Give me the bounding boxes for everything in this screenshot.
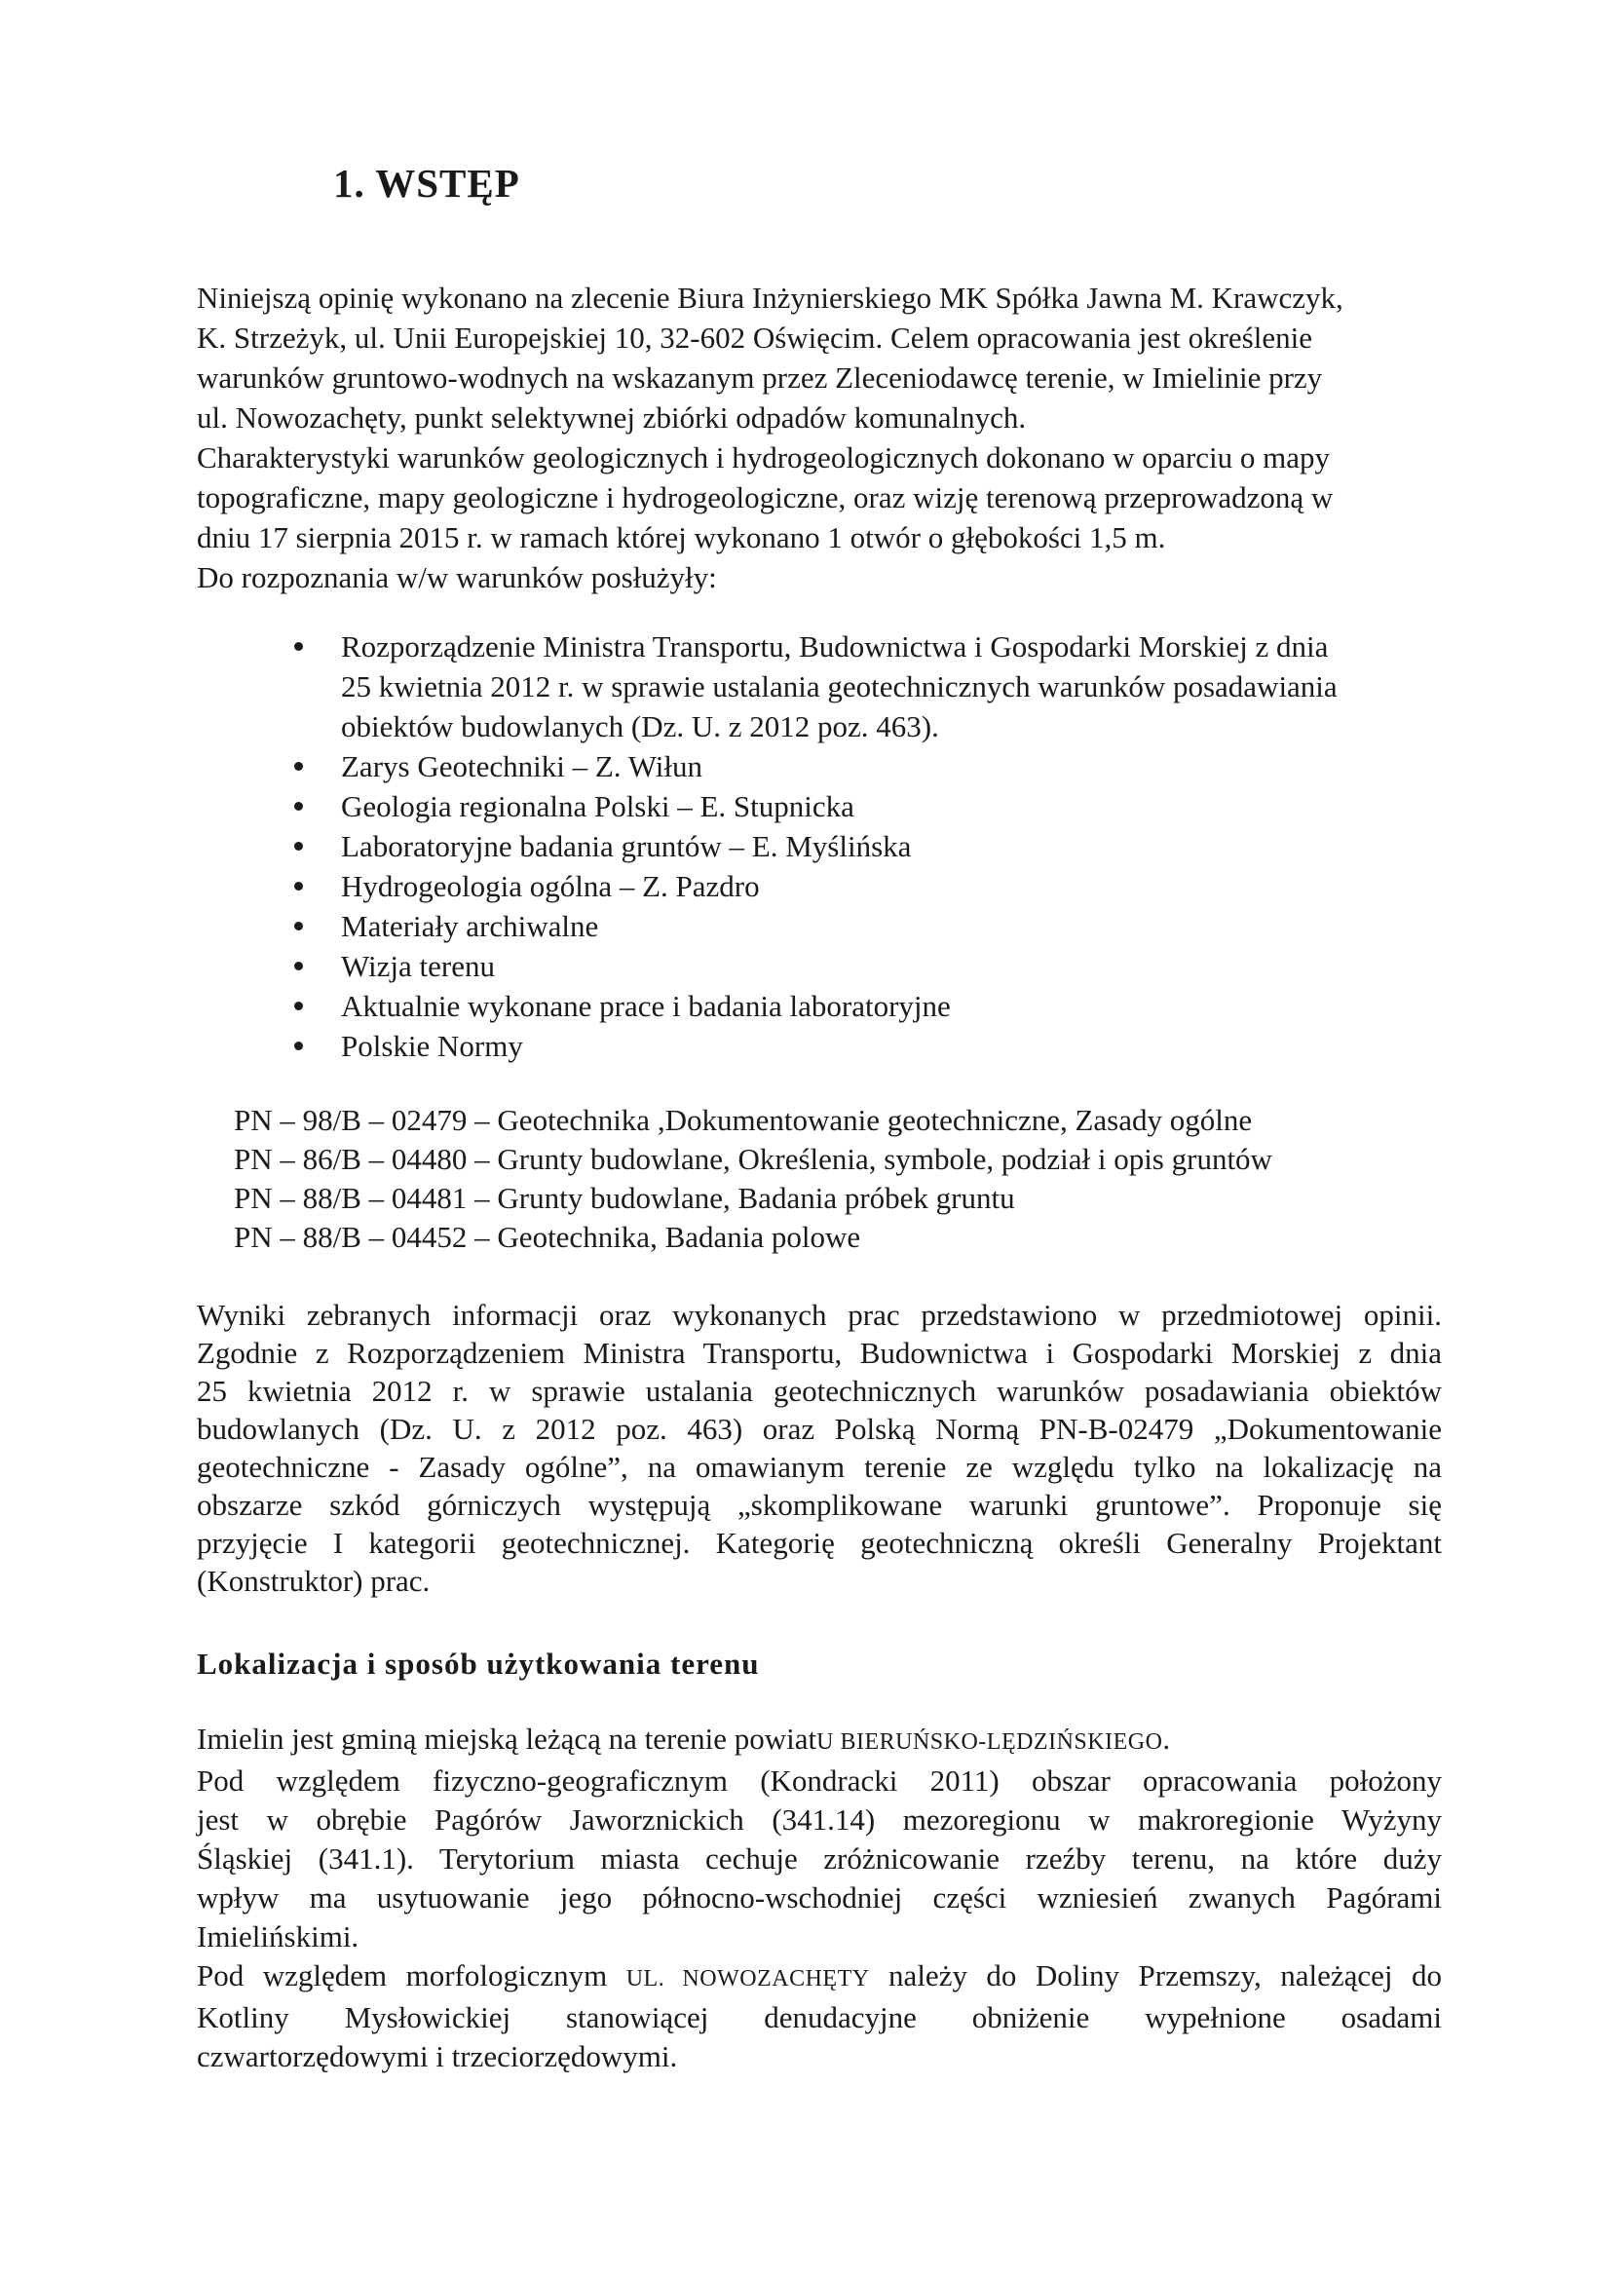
list-item-text: Polskie Normy bbox=[341, 1029, 523, 1063]
text-line: Imielińskimi. bbox=[197, 1919, 359, 1953]
list-item-text: Zarys Geotechniki – Z. Wiłun bbox=[341, 749, 702, 783]
text-line: Niniejszą opinię wykonano na zlecenie Biura Inżynierskiego MK Spółka Jawna M. Krawczyk, bbox=[197, 281, 1343, 315]
location-paragraph bbox=[197, 1720, 1442, 2076]
list-item-text: Materiały archiwalne bbox=[341, 909, 599, 943]
text-line: wpływ ma usytuowanie jego północno-wschodniej części wzniesień zwanych Pagórami bbox=[197, 1880, 1442, 1915]
text-line: Charakterystyki warunków geologicznych i hydrogeologicznych dokonano w oparciu o mapy bbox=[197, 440, 1331, 474]
text-span: Pod względem morfologicznym bbox=[197, 1958, 626, 1992]
norms-list bbox=[234, 1101, 1272, 1257]
sources-list bbox=[292, 626, 1338, 1066]
list-item bbox=[292, 906, 1338, 946]
list-item bbox=[292, 1026, 1338, 1066]
list-item bbox=[292, 986, 1338, 1026]
text-line: Pod względem fizyczno-geograficznym (Kondracki 2011) obszar opracowania położony bbox=[197, 1763, 1442, 1798]
list-item-text: Laboratoryjne badania gruntów – E. Myślińska bbox=[341, 829, 912, 863]
list-item bbox=[292, 626, 1338, 746]
list-item-text: obiektów budowlanych (Dz. U. z 2012 poz. 463). bbox=[341, 709, 939, 743]
text-line: Zgodnie z Rozporządzeniem Ministra Transportu, Budownictwa i Gospodarki Morskiej z dnia bbox=[197, 1336, 1442, 1370]
list-item-text: Wizja terenu bbox=[341, 949, 495, 983]
county-name: U BIERUŃSKO-LĘDZIŃSKIEGO bbox=[816, 1729, 1163, 1755]
list-item bbox=[292, 946, 1338, 986]
norm-item: PN – 88/B – 04452 – Geotechnika, Badania polowe bbox=[234, 1220, 861, 1254]
section-title: 1. WSTĘP bbox=[333, 161, 520, 206]
street-name-prefix: UL. N bbox=[625, 1966, 700, 1991]
text-line: dniu 17 sierpnia 2015 r. w ramach której wykonano 1 otwór o głębokości 1,5 m. bbox=[197, 520, 1166, 554]
text-line: K. Strzeżyk, ul. Unii Europejskiej 10, 32-602 Oświęcim. Celem opracowania jest określenie bbox=[197, 321, 1312, 355]
text-line: Kotliny Mysłowickiej stanowiącej denudacyjne obniżenie wypełnione osadami bbox=[197, 2000, 1442, 2034]
text-line: Śląskiej (341.1). Terytorium miasta cechuje zróżnicowanie rzeźby terenu, na które duży bbox=[197, 1841, 1442, 1876]
text-line: Do rozpoznania w/w warunków posłużyły: bbox=[197, 560, 717, 594]
location-heading: Lokalizacja i sposób użytkowania terenu bbox=[197, 1647, 760, 1681]
text-line bbox=[197, 1956, 1442, 1998]
list-item-text: Hydrogeologia ogólna – Z. Pazdro bbox=[341, 869, 760, 903]
text-line: przyjęcie I kategorii geotechnicznej. Kategorię geotechniczną określi Generalny Projektant bbox=[197, 1526, 1442, 1560]
text-line: (Konstruktor) prac. bbox=[197, 1564, 431, 1598]
text-line: obszarze szkód górniczych występują „skomplikowane warunki gruntowe”. Proponuje się bbox=[197, 1488, 1442, 1522]
list-item bbox=[292, 866, 1338, 906]
text-line: budowlanych (Dz. U. z 2012 poz. 463) oraz Polską Normą PN-B-02479 „Dokumentowanie bbox=[197, 1412, 1442, 1446]
text-line: topograficzne, mapy geologiczne i hydrogeologiczne, oraz wizję terenową przeprowadzoną w bbox=[197, 480, 1334, 514]
text-span: należy do Doliny Przemszy, należącej do bbox=[869, 1958, 1443, 1992]
text-line: geotechniczne - Zasady ogólne”, na omawianym terenie ze względu tylko na lokalizację na bbox=[197, 1450, 1442, 1484]
norm-item: PN – 98/B – 02479 – Geotechnika ,Dokumentowanie geotechniczne, Zasady ogólne bbox=[234, 1103, 1253, 1137]
text-line: czwartorzędowymi i trzeciorzędowymi. bbox=[197, 2039, 678, 2073]
list-item-text: Geologia regionalna Polski – E. Stupnicka bbox=[341, 789, 854, 823]
intro-paragraph bbox=[197, 278, 1442, 597]
text-line: warunków gruntowo-wodnych na wskazanym przez Zleceniodawcę terenie, w Imielinie przy bbox=[197, 360, 1323, 395]
list-item-text: 25 kwietnia 2012 r. w sprawie ustalania geotechnicznych warunków posadawiania bbox=[341, 669, 1338, 703]
text-span: Imielin jest gminą miejską leżącą na terenie powiat bbox=[197, 1722, 817, 1756]
list-item bbox=[292, 746, 1338, 786]
text-span: . bbox=[1162, 1722, 1171, 1756]
results-paragraph bbox=[197, 1296, 1442, 1600]
list-item bbox=[292, 786, 1338, 826]
norm-item: PN – 86/B – 04480 – Grunty budowlane, Określenia, symbole, podział i opis gruntów bbox=[234, 1142, 1272, 1176]
street-name: OWOZACHĘTY bbox=[699, 1966, 870, 1991]
list-item-text: Rozporządzenie Ministra Transportu, Budownictwa i Gospodarki Morskiej z dnia bbox=[341, 629, 1329, 664]
text-line: ul. Nowozachęty, punkt selektywnej zbiórki odpadów komunalnych. bbox=[197, 400, 1027, 435]
text-line: 25 kwietnia 2012 r. w sprawie ustalania geotechnicznych warunków posadawiania obiektów bbox=[197, 1374, 1442, 1408]
list-item bbox=[292, 826, 1338, 866]
text-line bbox=[197, 1720, 1442, 1762]
list-item-text: Aktualnie wykonane prace i badania laboratoryjne bbox=[341, 989, 951, 1023]
text-line: jest w obrębie Pagórów Jaworznickich (341.14) mezoregionu w makroregionie Wyżyny bbox=[197, 1802, 1442, 1837]
norm-item: PN – 88/B – 04481 – Grunty budowlane, Badania próbek gruntu bbox=[234, 1181, 1015, 1215]
text-line: Wyniki zebranych informacji oraz wykonanych prac przedstawiono w przedmiotowej opinii. bbox=[197, 1298, 1442, 1332]
